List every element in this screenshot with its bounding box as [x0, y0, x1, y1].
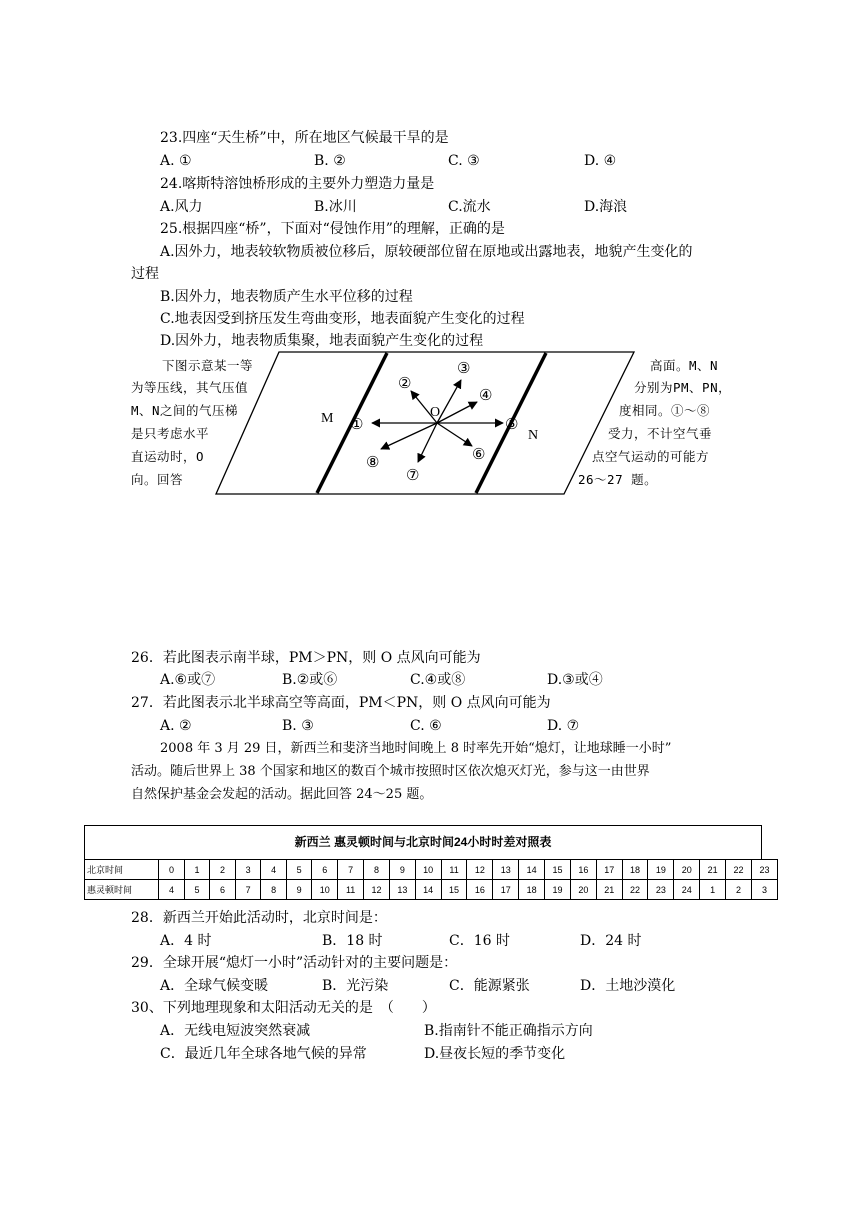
q24-option-a: A.风力 [160, 199, 203, 215]
intro-right-4: 受力，不计空气垂 [608, 426, 713, 441]
table-cell: 18 [622, 860, 648, 880]
q25-option-a-line2: 过程 [131, 266, 159, 282]
q26-option-d: D.③或④ [547, 672, 603, 688]
table-cell: 1 [184, 860, 210, 880]
q27-option-b: B. ③ [282, 718, 314, 734]
q23-option-c: C. ③ [448, 153, 480, 169]
q28-option-c: C．16 时 [449, 933, 510, 949]
intro-left-4: 是只考虑水平 [131, 426, 210, 441]
table-cell: 12 [364, 880, 390, 900]
table-title: 新西兰 惠灵顿时间与北京时间24小时时差对照表 [84, 825, 762, 860]
q30-option-b: B.指南针不能正确指示方向 [424, 1023, 593, 1039]
time-grid [84, 859, 778, 900]
table-cell: 15 [441, 880, 467, 900]
q25-option-b: B.因外力，地表物质产生水平位移的过程 [160, 289, 413, 305]
q30-option-d: D.昼夜长短的季节变化 [424, 1046, 566, 1062]
table-cell: 24 [674, 880, 700, 900]
table-cell: 6 [210, 880, 236, 900]
intro-left-6: 向。回答 [131, 472, 184, 487]
q24-option-d: D.海浪 [584, 199, 628, 215]
q30-option-c: C．最近几年全球各地气候的异常 [160, 1046, 367, 1062]
q28-option-d: D．24 时 [580, 933, 642, 949]
table-cell: 23 [648, 880, 674, 900]
q23-option-a: A. ① [160, 153, 192, 169]
q29-option-d: D．土地沙漠化 [580, 978, 676, 994]
table-cell: 10 [312, 880, 338, 900]
table-cell: 22 [622, 880, 648, 900]
circle-label-3: ③ [457, 361, 471, 377]
circle-label-5: ⑤ [505, 417, 519, 433]
table-cell: 7 [338, 860, 364, 880]
q29-stem: 29．全球开展“熄灯一小时”活动针对的主要问题是： [131, 955, 458, 971]
table-cell: 19 [545, 880, 571, 900]
table-cell: 7 [235, 880, 261, 900]
table-cell: 15 [545, 860, 571, 880]
table-cell: 8 [261, 880, 287, 900]
label-o: O [430, 405, 441, 420]
q29-option-b: B．光污染 [322, 978, 389, 994]
q24-stem: 24.喀斯特溶蚀桥形成的主要外力塑造力量是 [160, 176, 435, 192]
q26-stem: 26．若此图表示南半球，PM＞PN，则 O 点风向可能为 [131, 650, 481, 666]
intro-left-3: M、N之间的气压梯 [131, 403, 239, 418]
q25-option-c: C.地表因受到挤压发生弯曲变形，地表面貌产生变化的过程 [160, 311, 525, 327]
arrow-7 [418, 423, 437, 462]
table-cell: 9 [389, 860, 415, 880]
circle-label-6: ⑥ [472, 447, 486, 463]
q23-stem: 23.四座“天生桥”中，所在地区气候最干旱的是 [160, 130, 449, 146]
q28-stem: 28．新西兰开始此活动时，北京时间是： [131, 910, 387, 926]
table-cell: 1 [700, 880, 726, 900]
circle-label-8: ⑧ [366, 455, 380, 471]
circle-label-7: ⑦ [406, 468, 420, 484]
table-cell: 21 [596, 880, 622, 900]
table-cell: 22 [726, 860, 752, 880]
table-cell: 20 [674, 860, 700, 880]
q27-option-c: C. ⑥ [410, 718, 442, 734]
table-cell: 12 [467, 860, 493, 880]
circle-label-4: ④ [479, 388, 493, 404]
table-cell: 14 [415, 880, 441, 900]
q27-option-d: D. ⑦ [547, 718, 580, 734]
q27-option-a: A. ② [160, 718, 192, 734]
table-cell: 4 [261, 860, 287, 880]
table-cell: 18 [519, 880, 545, 900]
q26-option-b: B.②或⑥ [282, 672, 338, 688]
table-cell: 17 [493, 880, 519, 900]
table-cell: 23 [751, 860, 777, 880]
table-cell: 13 [389, 880, 415, 900]
intro-right-2: 分别为PM、PN， [634, 380, 732, 395]
table-cell: 14 [519, 860, 545, 880]
table-cell: 19 [648, 860, 674, 880]
q30-stem: 30、下列地理现象和太阳活动无关的是 （ ） [131, 1000, 436, 1016]
q24-option-c: C.流水 [448, 199, 491, 215]
passage-line-2: 活动。随后世界上 38 个国家和地区的数百个城市按照时区依次熄灭灯光，参与这一由世界 [131, 764, 650, 779]
q29-option-c: C．能源紧张 [449, 978, 530, 994]
table-cell: 8 [364, 860, 390, 880]
intro-right-3: 度相同。①～⑧ [619, 403, 711, 418]
table-cell: 13 [493, 860, 519, 880]
circle-label-1: ① [350, 417, 364, 433]
q23-option-b: B. ② [314, 153, 346, 169]
table-cell: 4 [159, 880, 185, 900]
arrow-8 [381, 423, 437, 449]
q25-stem: 25.根据四座“桥”，下面对“侵蚀作用”的理解，正确的是 [160, 221, 505, 237]
intro-left-2: 为等压线，其气压值 [131, 380, 249, 395]
intro-left-1: 下图示意某一等 [162, 358, 254, 373]
table-cell: 2 [210, 860, 236, 880]
table-cell: 5 [286, 860, 312, 880]
table-cell: 9 [286, 880, 312, 900]
table-cell: 11 [338, 880, 364, 900]
table-cell: 3 [751, 880, 777, 900]
table-cell: 11 [441, 860, 467, 880]
q29-option-a: A．全球气候变暖 [160, 978, 269, 994]
q28-option-b: B．18 时 [322, 933, 383, 949]
table-cell: 17 [596, 860, 622, 880]
passage-line-1: 2008 年 3 月 29 日，新西兰和斐济当地时间晚上 8 时率先开始“熄灯，让地球睡一小时” [160, 741, 672, 756]
isobar-figure [0, 0, 860, 520]
table-cell: 3 [235, 860, 261, 880]
q30-option-a: A．无线电短波突然衰减 [160, 1023, 311, 1039]
intro-right-1: 高面。M、N [650, 358, 719, 373]
circle-label-2: ② [398, 376, 412, 392]
table-cell: 2 [726, 880, 752, 900]
table-cell: 16 [570, 860, 596, 880]
table-row-beijing [85, 860, 778, 880]
table-cell: 20 [570, 880, 596, 900]
table-cell: 6 [312, 860, 338, 880]
q27-stem: 27．若此图表示北半球高空等高面，PM＜PN，则 O 点风向可能为 [131, 695, 551, 711]
q25-option-d: D.因外力，地表物质集聚，地表面貌产生变化的过程 [160, 333, 484, 349]
table-cell: 10 [415, 860, 441, 880]
intro-left-5: 直运动时，O [131, 449, 205, 464]
q24-option-b: B.冰川 [314, 199, 357, 215]
table-cell: 21 [700, 860, 726, 880]
passage-line-3: 自然保护基金会发起的活动。据此回答 24～25 题。 [131, 787, 433, 802]
row-label-wellington: 惠灵顿时间 [85, 880, 159, 900]
arrow-6 [437, 423, 472, 446]
table-cell: 16 [467, 880, 493, 900]
q26-option-c: C.④或⑧ [410, 672, 466, 688]
table-row-wellington [85, 880, 778, 900]
intro-right-6: 26～27 题。 [578, 472, 658, 487]
q28-option-a: A．4 时 [160, 933, 212, 949]
table-cell: 5 [184, 880, 210, 900]
intro-right-5: 点空气运动的可能方 [592, 449, 710, 464]
table-cell: 0 [159, 860, 185, 880]
q25-option-a-line1: A.因外力，地表较软物质被位移后，原较硬部位留在原地或出露地表，地貌产生变化的 [160, 244, 693, 260]
q23-option-d: D. ④ [584, 153, 617, 169]
label-m: M [321, 411, 334, 426]
label-n: N [528, 428, 539, 443]
q26-option-a: A.⑥或⑦ [160, 672, 216, 688]
row-label-beijing: 北京时间 [85, 860, 159, 880]
